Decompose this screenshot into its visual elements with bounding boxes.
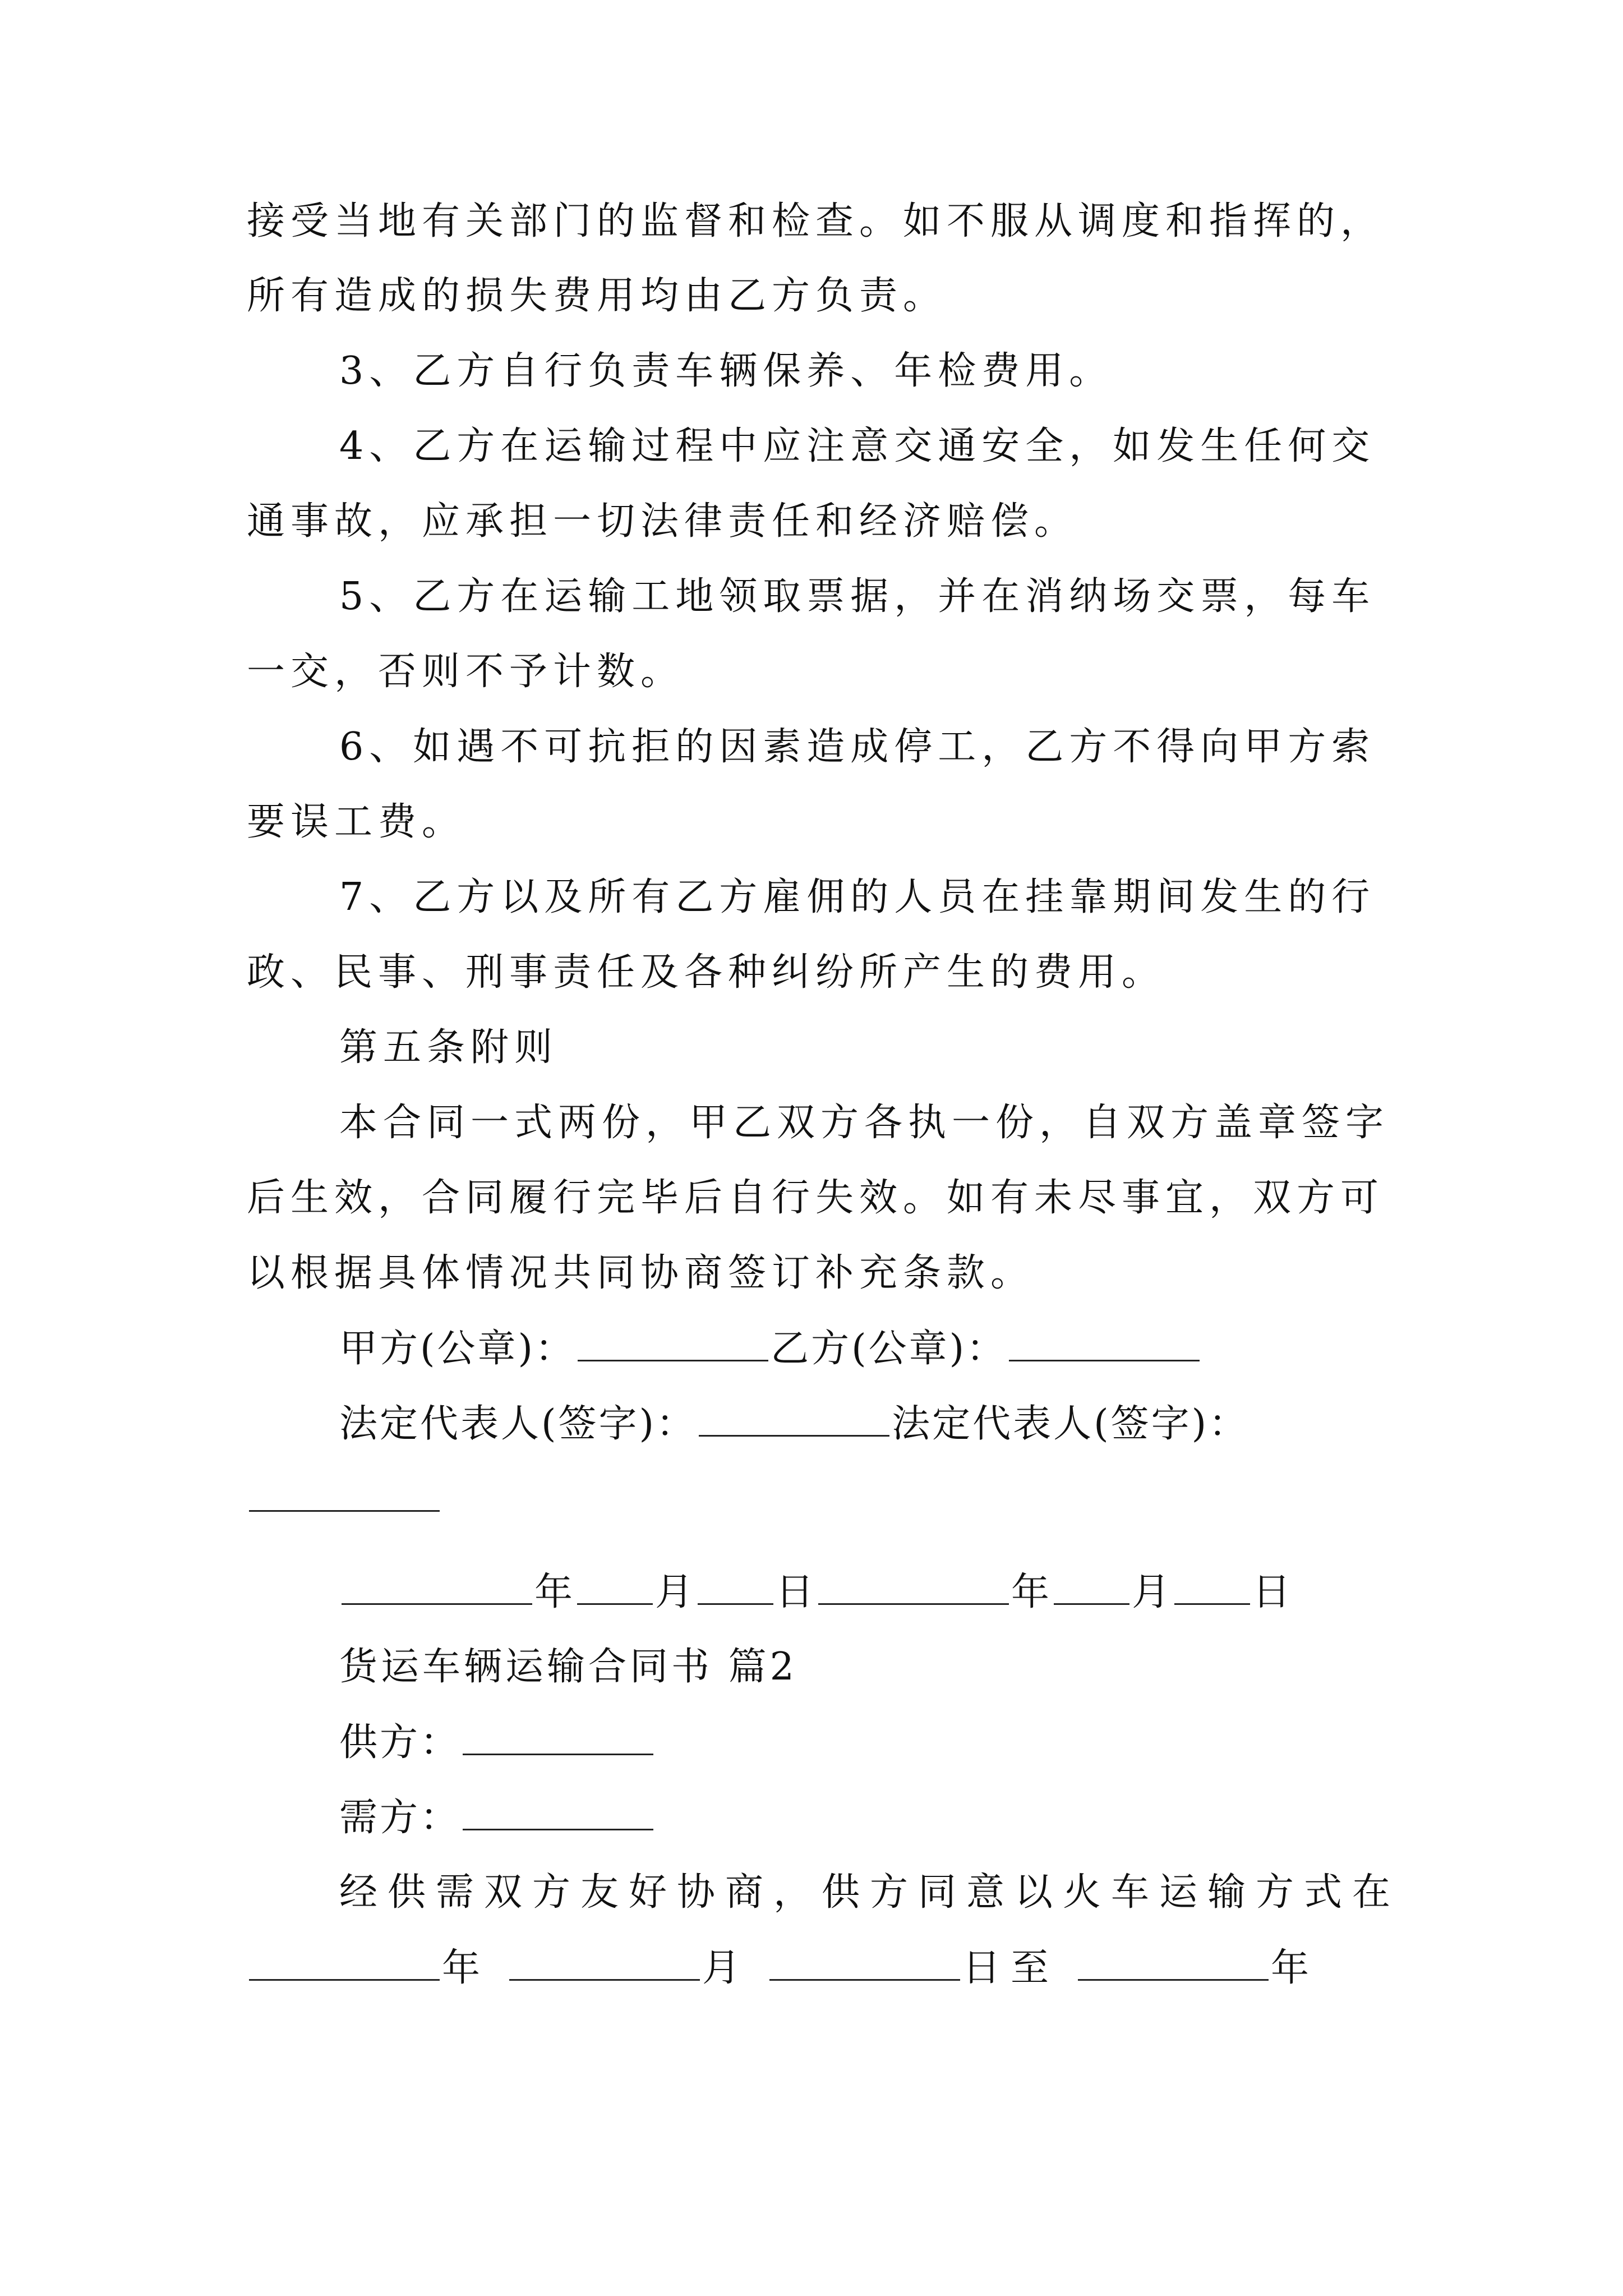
day-b-blank <box>1174 1564 1250 1605</box>
clause-6-line2: 要误工费。 <box>247 800 466 844</box>
section-2-intro: 经供需双方友好协商，供方同意以火车运输方式在 <box>339 1870 1401 1915</box>
s2-year-label: 年 <box>442 1946 491 1990</box>
rep-a-label: 法定代表人(签字)： <box>339 1402 697 1446</box>
paragraph-line: 所有造成的损失费用均由乙方负责。 <box>247 274 947 318</box>
article-5-title: 第五条附则 <box>339 1025 559 1070</box>
supplier-row <box>339 1714 656 1771</box>
buyer-blank <box>463 1789 653 1830</box>
year-a-blank <box>342 1564 532 1605</box>
buyer-label: 需方： <box>339 1796 461 1840</box>
date-row <box>339 1564 1293 1621</box>
clause-5-line2: 一交，否则不予计数。 <box>247 650 685 694</box>
article-5-line3: 以根据具体情况共同协商签订补充条款。 <box>247 1251 1035 1295</box>
article-5-line1: 本合同一式两份，甲乙双方各执一份，自双方盖章签字 <box>339 1101 1390 1145</box>
s2-day-to-label: 日至 <box>962 1946 1059 1990</box>
party-a-seal-blank <box>578 1320 768 1361</box>
month-b-blank <box>1054 1564 1129 1605</box>
s2-year2-label: 年 <box>1271 1946 1320 1990</box>
day-b-label: 日 <box>1252 1570 1293 1614</box>
year-a-label: 年 <box>534 1570 575 1614</box>
year-b-label: 年 <box>1011 1570 1052 1614</box>
section-2-title: 货运车辆运输合同书 篇2 <box>339 1645 797 1689</box>
supplier-label: 供方： <box>339 1720 461 1765</box>
clause-6-line1: 6、如遇不可抗拒的因素造成停工，乙方不得向甲方索 <box>339 725 1376 769</box>
s2-day-blank <box>769 1940 960 1981</box>
rep-b-label: 法定代表人(签字)： <box>892 1402 1249 1446</box>
month-b-label: 月 <box>1132 1570 1173 1614</box>
s2-month-label: 月 <box>702 1946 751 1990</box>
article-5-line2: 后生效，合同履行完毕后自行失效。如有未尽事宜，双方可 <box>247 1176 1385 1220</box>
clause-4-line1: 4、乙方在运输过程中应注意交通安全，如发生任何交 <box>339 424 1376 468</box>
clause-7-line1: 7、乙方以及所有乙方雇佣的人员在挂靠期间发生的行 <box>339 875 1376 919</box>
clause-7-line2: 政、民事、刑事责任及各种纠纷所产生的费用。 <box>247 950 1166 995</box>
clause-5-line1: 5、乙方在运输工地领取票据，并在消纳场交票，每车 <box>339 574 1376 619</box>
party-b-seal-label: 乙方(公章)： <box>771 1327 1007 1371</box>
rep-a-blank <box>699 1396 889 1437</box>
party-b-seal-blank <box>1009 1320 1200 1361</box>
day-a-label: 日 <box>776 1570 817 1614</box>
section-2-date-row <box>247 1940 1319 1996</box>
rep-b-blank-row <box>247 1471 442 1527</box>
s2-year2-blank <box>1078 1940 1269 1981</box>
s2-month-blank <box>509 1940 700 1981</box>
party-a-seal-label: 甲方(公章)： <box>339 1327 576 1371</box>
year-b-blank <box>818 1564 1009 1605</box>
month-a-blank <box>577 1564 653 1605</box>
paragraph-line: 接受当地有关部门的监督和检查。如不服从调度和指挥的， <box>247 199 1385 243</box>
s2-year-blank <box>249 1940 440 1981</box>
buyer-row <box>339 1789 656 1846</box>
day-a-blank <box>698 1564 773 1605</box>
clause-4-line2: 通事故，应承担一切法律责任和经济赔偿。 <box>247 499 1078 544</box>
seal-row <box>339 1320 1202 1377</box>
month-a-label: 月 <box>655 1570 696 1614</box>
supplier-blank <box>463 1714 653 1755</box>
clause-3: 3、乙方自行负责车辆保养、年检费用。 <box>339 349 1113 393</box>
representative-row <box>339 1396 1249 1452</box>
rep-b-blank <box>249 1471 440 1512</box>
